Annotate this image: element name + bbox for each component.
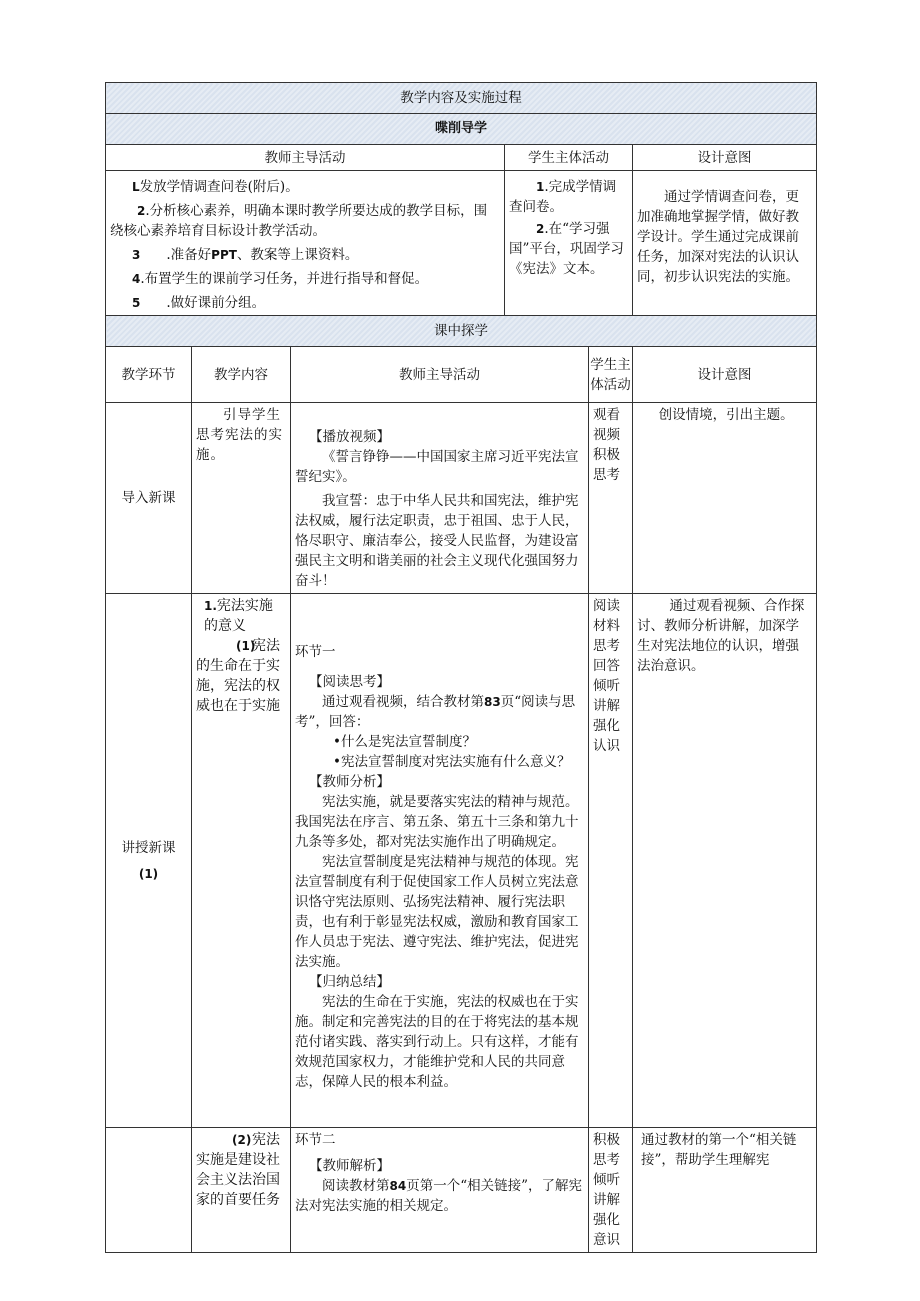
row2-teacher (291, 594, 589, 1128)
row2-link: 环节一 (295, 644, 336, 660)
row1-student: 观看视频积极思考 (589, 403, 633, 594)
row2-analysis-2: 宪法宣誓制度是宪法精神与规范的体现。宪法宣誓制度有利于促使国家工作人员树立宪法意识恪守宪法原则、弘扬宪法精神、履行宪法职责，也有利于彰显宪法权威，激励和教育国家工作人员忠于宪法、遵守宪法、维护宪法，促进宪法实施。 (295, 854, 579, 970)
row3-intent: 通过教材的第一个“相关链接”，帮助学生理解宪 (633, 1128, 817, 1253)
pre-header-teacher: 教师主导活动 (106, 145, 505, 171)
row3-content: (2) 宪法实施是建设社会主义法治国家的首要任务 (192, 1128, 291, 1253)
mid-section-title: 课中探学 (434, 323, 489, 339)
row2-summary: 宪法的生命在于实施，宪法的权威也在于实施。制定和完善宪法的目的在于将宪法的基本规范付诸实践、落实到行动上。只有这样，才能有效规范国家权力，才能维护党和人民的共同意志，保障人民的根本利益。 (295, 994, 579, 1090)
mid-header-student: 学生主体活动 (589, 347, 633, 403)
row2-question-1: •什么是宪法宣誓制度？ (333, 734, 476, 750)
row2-heading-analysis: 【教师分析】 (309, 774, 390, 790)
row2-content: 1.宪法实施的意义 (1) 宪法的生命在于实施，宪法的权威也在于实施 (192, 594, 291, 1128)
pre-section-title: 喋削导学 (435, 121, 488, 136)
row3-teacher (291, 1128, 589, 1253)
pre-teacher-activities (106, 171, 505, 316)
pre-student-activities (505, 171, 633, 316)
pre-intent: 通过学情调查问卷，更加准确地掌握学情，做好教学设计。学生通过完成课前任务，加深对宪法的认识认同，初步认识宪法的实施。 (633, 171, 817, 316)
pre-teacher-item-5: 5 .做好课前分组。 (132, 295, 266, 311)
row2-student: 阅读材料思考回答倾听讲解强化认识 (589, 594, 633, 1128)
row1-oath: 我宣誓：忠于中华人民共和国宪法，维护宪法权威，履行法定职责，忠于祖国、忠于人民，恪尽职守、廉洁奉公，接受人民监督，为建设富强民主文明和谐美丽的社会主义现代化强国努力奋斗！ (295, 493, 579, 589)
row1-content: 引导学生思考宪法的实施。 (192, 403, 291, 594)
pre-header-student: 学生主体活动 (505, 145, 633, 171)
row3-heading: 【教师解析】 (309, 1158, 390, 1174)
mid-header-teacher: 教师主导活动 (291, 347, 589, 403)
row2-heading-summary: 【归纳总结】 (309, 974, 390, 990)
row1-teacher (291, 403, 589, 594)
pre-teacher-item-2: 2.分析核心素养，明确本课时教学所要达成的教学目标，围绕核心素养培育目标设计教学活动。 (110, 203, 488, 239)
lesson-plan-table (105, 82, 817, 1253)
main-title: 教学内容及实施过程 (400, 90, 522, 106)
row3-stage (106, 1128, 192, 1253)
pre-student-item-2: 2.在“学习强国”平台，巩固学习《宪法》文本。 (509, 221, 624, 277)
pre-teacher-item-1: L发放学情调查问卷(附后)。 (132, 179, 299, 195)
main-title-band (106, 83, 817, 114)
row1-video: 《誓言铮铮——中国国家主席习近平宪法宣誓纪实》。 (295, 449, 579, 485)
row1-stage: 导入新课 (106, 403, 192, 594)
row3-text: 阅读教材第84页第一个“相关链接”，了解宪法对宪法实施的相关规定。 (295, 1178, 583, 1214)
row2-stage-num: (1) (138, 866, 159, 881)
row2-intent: 通过观看视频、合作探讨、教师分析讲解，加深学生对宪法地位的认识，增强法治意识。 (633, 594, 817, 1128)
row2-heading-read: 【阅读思考】 (309, 674, 390, 690)
mid-header-stage: 教学环节 (106, 347, 192, 403)
mid-section-band (106, 316, 817, 347)
row1-heading: 【播放视频】 (309, 429, 390, 445)
pre-student-item-1: 1.完成学情调查问卷。 (509, 179, 617, 215)
pre-teacher-item-3: 3 .准备好PPT、教案等上课资料。 (132, 247, 359, 263)
pre-teacher-item-4: 4.布置学生的课前学习任务，并进行指导和督促。 (132, 271, 429, 287)
mid-header-intent: 设计意图 (633, 347, 817, 403)
lesson-plan-page (105, 82, 816, 1253)
pre-header-intent: 设计意图 (633, 145, 817, 171)
row3-student: 积极思考倾听讲解强化意识 (589, 1128, 633, 1253)
row2-read: 通过观看视频，结合教材第83页“阅读与思考”，回答： (295, 694, 576, 730)
row3-link: 环节二 (295, 1132, 336, 1148)
row2-analysis-1: 宪法实施，就是要落实宪法的精神与规范。我国宪法在序言、第五条、第五十三条和第九十九条等多处，都对宪法实施作出了明确规定。 (295, 794, 579, 850)
pre-section-band (106, 114, 817, 145)
row2-question-2: •宪法宣誓制度对宪法实施有什么意义？ (333, 754, 571, 770)
row2-stage: 讲授新课 (1) (106, 594, 192, 1128)
row1-intent: 创设情境，引出主题。 (633, 403, 817, 594)
mid-header-content: 教学内容 (192, 347, 291, 403)
